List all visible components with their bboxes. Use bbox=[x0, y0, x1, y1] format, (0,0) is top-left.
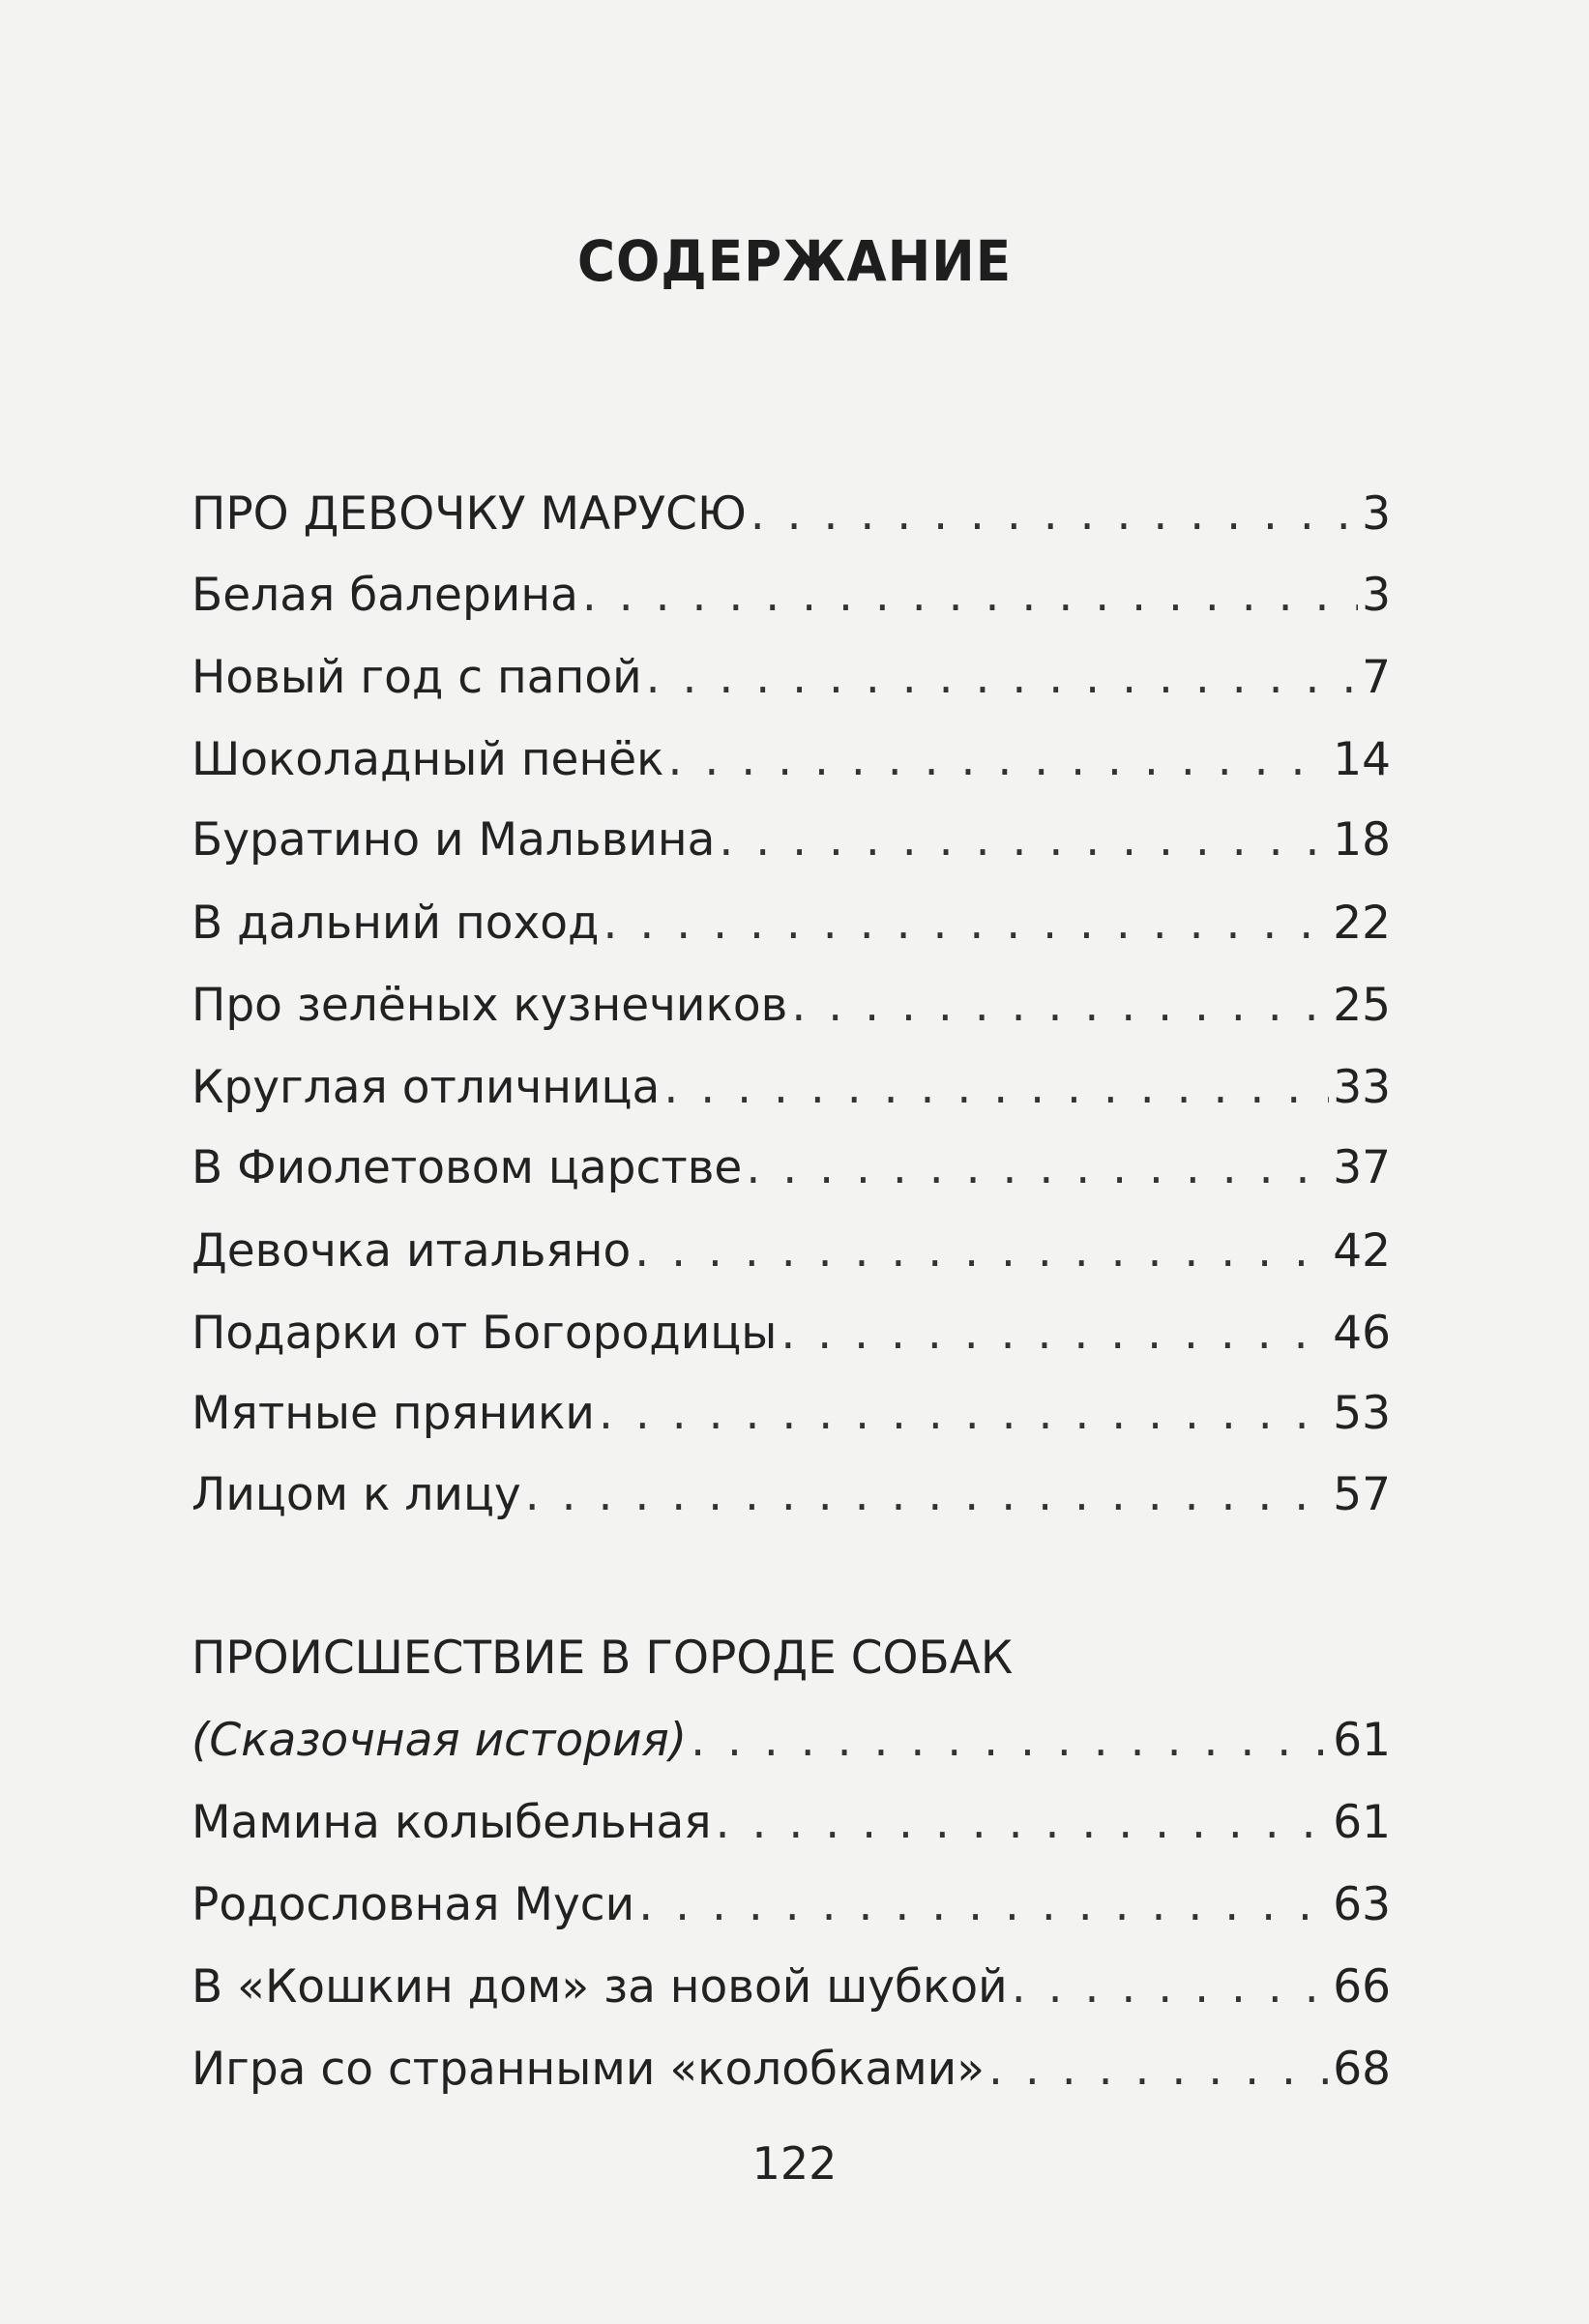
toc-entry-page: 18 bbox=[1333, 813, 1391, 867]
toc-entry bbox=[191, 644, 1391, 712]
toc-entry bbox=[191, 1134, 1391, 1202]
toc-entry bbox=[191, 726, 1391, 794]
dot-leader bbox=[599, 1380, 1329, 1448]
toc-entry bbox=[191, 1054, 1391, 1122]
toc-entry bbox=[191, 972, 1391, 1040]
toc-entry bbox=[191, 1380, 1391, 1448]
dot-leader bbox=[746, 1134, 1329, 1202]
toc-entry-page: 33 bbox=[1333, 1061, 1391, 1114]
dot-leader bbox=[780, 1300, 1329, 1368]
toc-entry bbox=[191, 562, 1391, 630]
dot-leader bbox=[638, 1871, 1329, 1939]
toc-entry bbox=[191, 481, 1391, 548]
toc-entry bbox=[191, 1300, 1391, 1368]
toc-entry-page: 14 bbox=[1333, 733, 1391, 786]
toc-entry-page: 53 bbox=[1333, 1387, 1391, 1440]
dot-leader bbox=[1012, 1954, 1329, 2021]
toc-entry-page: 25 bbox=[1333, 979, 1391, 1032]
toc-entry bbox=[191, 890, 1391, 957]
dot-leader bbox=[719, 807, 1329, 874]
toc-entry-page: 46 bbox=[1333, 1307, 1391, 1360]
toc-entry-page: 3 bbox=[1362, 487, 1391, 541]
toc-entry bbox=[191, 1707, 1391, 1775]
toc-entry bbox=[191, 1954, 1391, 2021]
toc-entry-title: Мятные пряники bbox=[191, 1387, 595, 1440]
toc-entry bbox=[191, 1871, 1391, 1939]
toc-entry-title: (Сказочная история) bbox=[191, 1714, 688, 1767]
dot-leader bbox=[791, 972, 1329, 1040]
toc-entry-page: 22 bbox=[1333, 897, 1391, 950]
toc-entry bbox=[191, 807, 1391, 874]
toc-entry bbox=[191, 1218, 1391, 1285]
toc-entry-title: ПРО ДЕВОЧКУ МАРУСЮ bbox=[191, 487, 747, 541]
toc-entry-title: Родословная Муси bbox=[191, 1878, 635, 1931]
dot-leader bbox=[582, 562, 1358, 630]
toc-entry-page: 57 bbox=[1333, 1468, 1391, 1521]
dot-leader bbox=[691, 1707, 1329, 1775]
toc-entry-page: 63 bbox=[1333, 1878, 1391, 1931]
dot-leader bbox=[750, 481, 1358, 548]
toc-entry-page: 7 bbox=[1362, 651, 1391, 704]
toc-entry bbox=[191, 1789, 1391, 1857]
page-title: СОДЕРЖАНИЕ bbox=[576, 228, 1013, 294]
dot-leader bbox=[716, 1789, 1330, 1857]
section-heading: ПРОИСШЕСТВИЕ В ГОРОДЕ СОБАК bbox=[191, 1632, 1014, 1685]
toc-entry-page: 66 bbox=[1333, 1960, 1391, 2014]
toc-entry-title: Лицом к лицу bbox=[191, 1468, 521, 1521]
dot-leader bbox=[646, 644, 1358, 712]
toc-entry bbox=[191, 2036, 1391, 2103]
toc-entry-title: Про зелёных кузнечиков bbox=[191, 979, 788, 1032]
dot-leader bbox=[525, 1461, 1329, 1529]
toc-entry-page: 37 bbox=[1333, 1141, 1391, 1194]
toc-entry-page: 42 bbox=[1333, 1224, 1391, 1278]
toc-entry-title: В «Кошкин дом» за новой шубкой bbox=[191, 1960, 1008, 2014]
toc-entry-title: Буратино и Мальвина bbox=[191, 813, 716, 867]
toc-entry-page: 61 bbox=[1333, 1796, 1391, 1849]
toc-entry-page: 61 bbox=[1333, 1714, 1391, 1767]
toc-entry-title: Подарки от Богородицы bbox=[191, 1307, 778, 1360]
page-number: 122 bbox=[751, 2137, 838, 2190]
toc-entry bbox=[191, 1461, 1391, 1529]
toc-entry-page: 68 bbox=[1333, 2043, 1391, 2096]
toc-entry-title: Белая балерина bbox=[191, 569, 578, 622]
dot-leader bbox=[634, 1218, 1329, 1285]
toc-entry-title: Мамина колыбельная bbox=[191, 1796, 712, 1849]
dot-leader bbox=[988, 2036, 1329, 2103]
dot-leader bbox=[663, 1054, 1329, 1122]
toc-entry-title: Новый год с папой bbox=[191, 651, 642, 704]
dot-leader bbox=[668, 726, 1330, 794]
toc-entry-page: 3 bbox=[1362, 569, 1391, 622]
toc-entry-title: Игра со странными «колобками» bbox=[191, 2043, 985, 2096]
toc-entry-title: Девочка итальяно bbox=[191, 1224, 632, 1278]
toc-entry-title: В дальний поход bbox=[191, 897, 600, 950]
toc-entry-title: Шоколадный пенёк bbox=[191, 733, 664, 786]
dot-leader bbox=[603, 890, 1330, 957]
toc-entry-title: В Фиолетовом царстве bbox=[191, 1141, 743, 1194]
toc-entry-title: Круглая отличница bbox=[191, 1061, 661, 1114]
